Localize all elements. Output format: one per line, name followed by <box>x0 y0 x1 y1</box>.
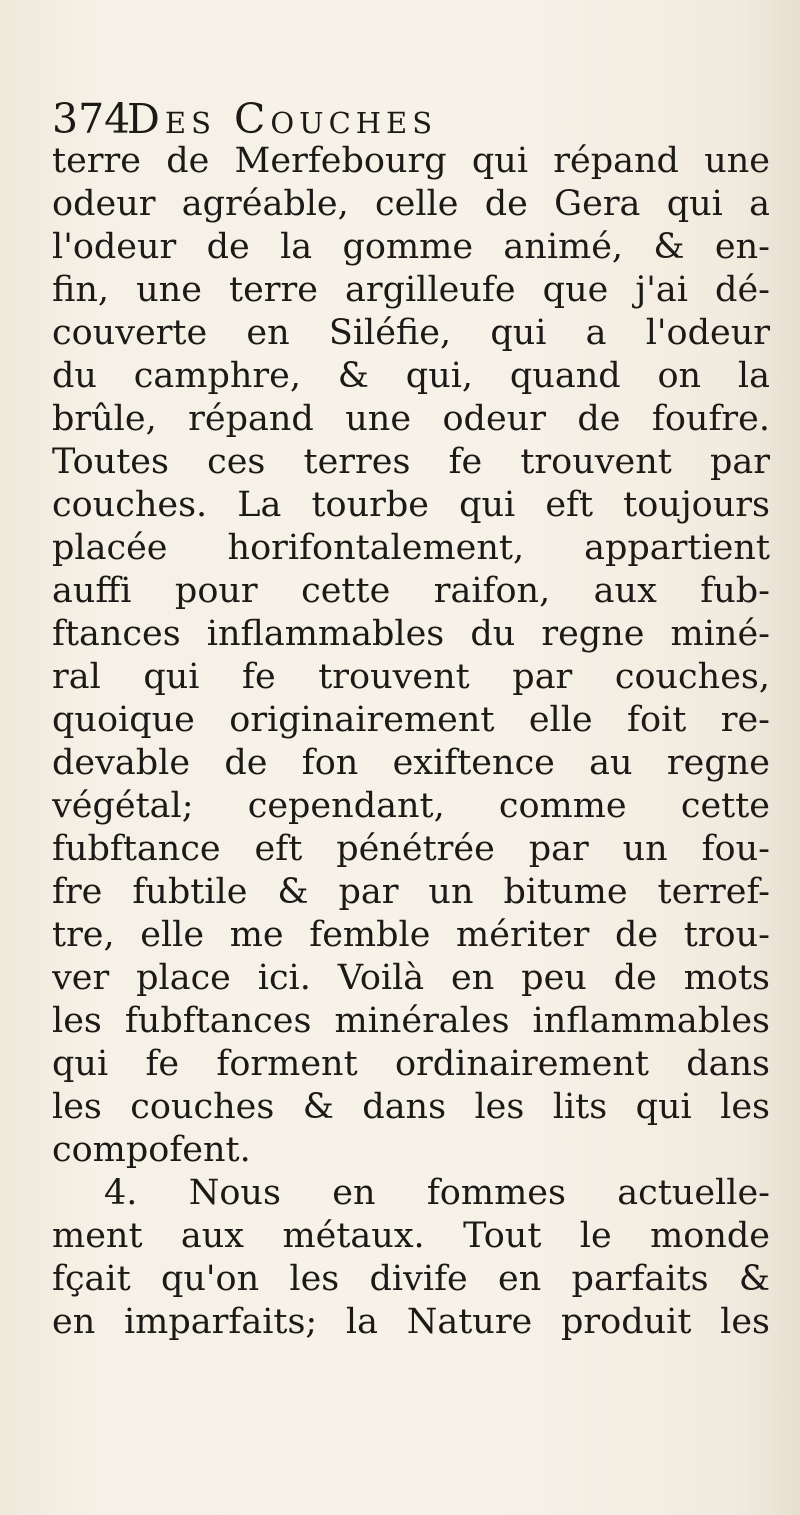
text-line: 4. Nous en fommes actuelle- <box>104 1173 770 1213</box>
text-line: ment aux métaux. Tout le monde <box>52 1216 770 1256</box>
text-line: l'odeur de la gomme animé, & en- <box>52 227 770 267</box>
text-line: couverte en Siléfie, qui a l'odeur <box>52 313 770 353</box>
text-line: du camphre, & qui, quand on la <box>52 356 770 396</box>
text-line: couches. La tourbe qui eft toujours <box>52 485 770 525</box>
text-line: terre de Merfebourg qui répand une <box>52 141 770 181</box>
text-line: les fubftances minérales inflammables <box>52 1001 770 1041</box>
text-line: Toutes ces terres fe trouvent par <box>52 442 770 482</box>
text-line: quoique originairement elle foit re- <box>52 700 770 740</box>
text-line: tre, elle me femble mériter de trou- <box>52 915 770 955</box>
text-line: qui fe forment ordinairement dans <box>52 1044 770 1084</box>
text-line: végétal; cependant, comme cette <box>52 786 770 826</box>
text-line: ral qui fe trouvent par couches, <box>52 657 770 697</box>
text-line: brûle, répand une odeur de foufre. <box>52 399 770 439</box>
text-line: placée horifontalement, appartient <box>52 528 770 568</box>
running-title: Des Couches <box>127 95 438 143</box>
text-line: odeur agréable, celle de Gera qui a <box>52 184 770 224</box>
page-header <box>52 94 752 144</box>
body-text <box>52 140 770 1344</box>
text-line: fin, une terre argilleufe que j'ai dé- <box>52 270 770 310</box>
text-line: compofent. <box>52 1130 251 1170</box>
text-line: fre fubtile & par un bitume terref- <box>52 872 770 912</box>
text-line: ftances inflammables du regne miné- <box>52 614 770 654</box>
text-line: devable de fon exiftence au regne <box>52 743 770 783</box>
text-line: fubftance eft pénétrée par un fou- <box>52 829 770 869</box>
text-line: fçait qu'on les divife en parfaits & <box>52 1259 770 1299</box>
text-line: les couches & dans les lits qui les <box>52 1087 770 1127</box>
text-line: ver place ici. Voilà en peu de mots <box>52 958 770 998</box>
page-number: 374 <box>52 95 131 143</box>
text-line: en imparfaits; la Nature produit les <box>52 1302 770 1342</box>
text-line: auffi pour cette raifon, aux fub- <box>52 571 770 611</box>
